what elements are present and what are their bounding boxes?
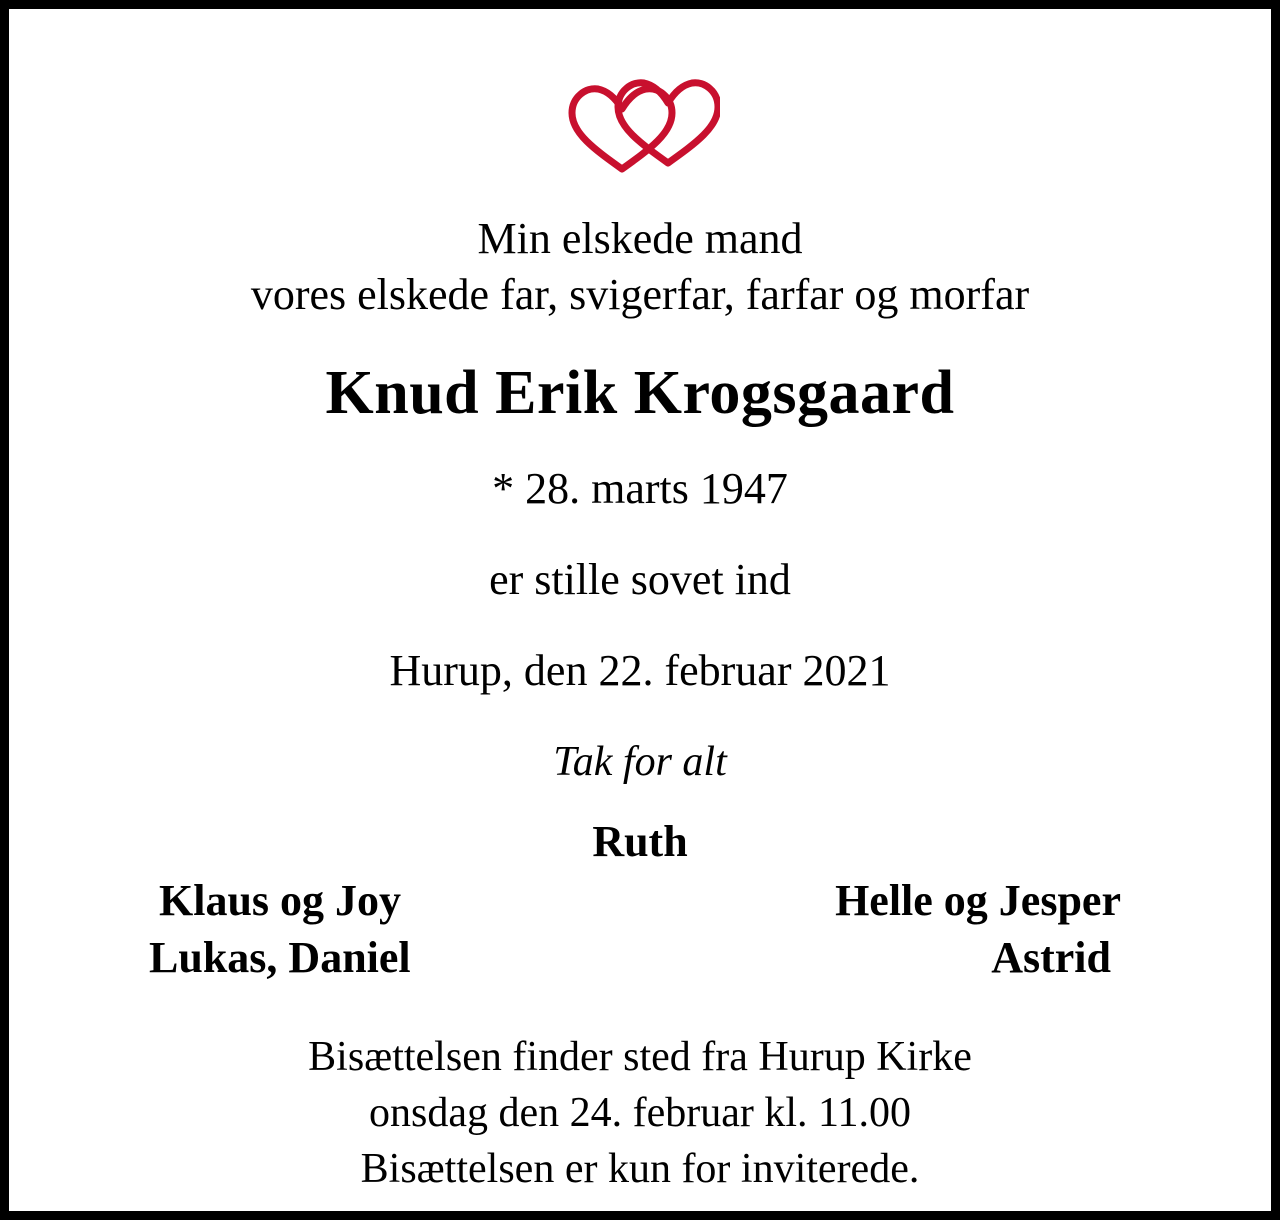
passing-statement: er stille sovet ind (489, 554, 791, 604)
funeral-details (308, 1029, 972, 1198)
survivor-spouse: Ruth (592, 816, 688, 866)
place-and-date: Hurup, den 22. februar 2021 (389, 645, 891, 695)
survivor-row (39, 932, 1241, 983)
intro-line-1: Min elskede mand (477, 214, 803, 263)
birth-date: * 28. marts 1947 (492, 463, 788, 513)
survivor-left-1: Klaus og Joy (159, 875, 402, 925)
deceased-name: Knud Erik Krogsgaard (325, 358, 955, 427)
funeral-line-2: onsdag den 24. februar kl. 11.00 (369, 1089, 911, 1136)
survivor-right-1: Helle og Jesper (835, 875, 1121, 925)
survivor-row (39, 875, 1241, 926)
survivor-right-2: Astrid (991, 932, 1111, 982)
intro-text (251, 211, 1029, 324)
intro-line-2: vores elskede far, svigerfar, farfar og morfar (250, 270, 1030, 320)
survivor-left-2: Lukas, Daniel (149, 932, 411, 982)
thanks-line: Tak for alt (553, 738, 727, 785)
funeral-line-3: Bisættelsen er kun for inviterede. (360, 1146, 920, 1193)
survivors-block (39, 816, 1241, 983)
funeral-line-1: Bisættelsen finder sted fra Hurup Kirke (308, 1033, 972, 1080)
double-hearts-icon (560, 71, 720, 181)
